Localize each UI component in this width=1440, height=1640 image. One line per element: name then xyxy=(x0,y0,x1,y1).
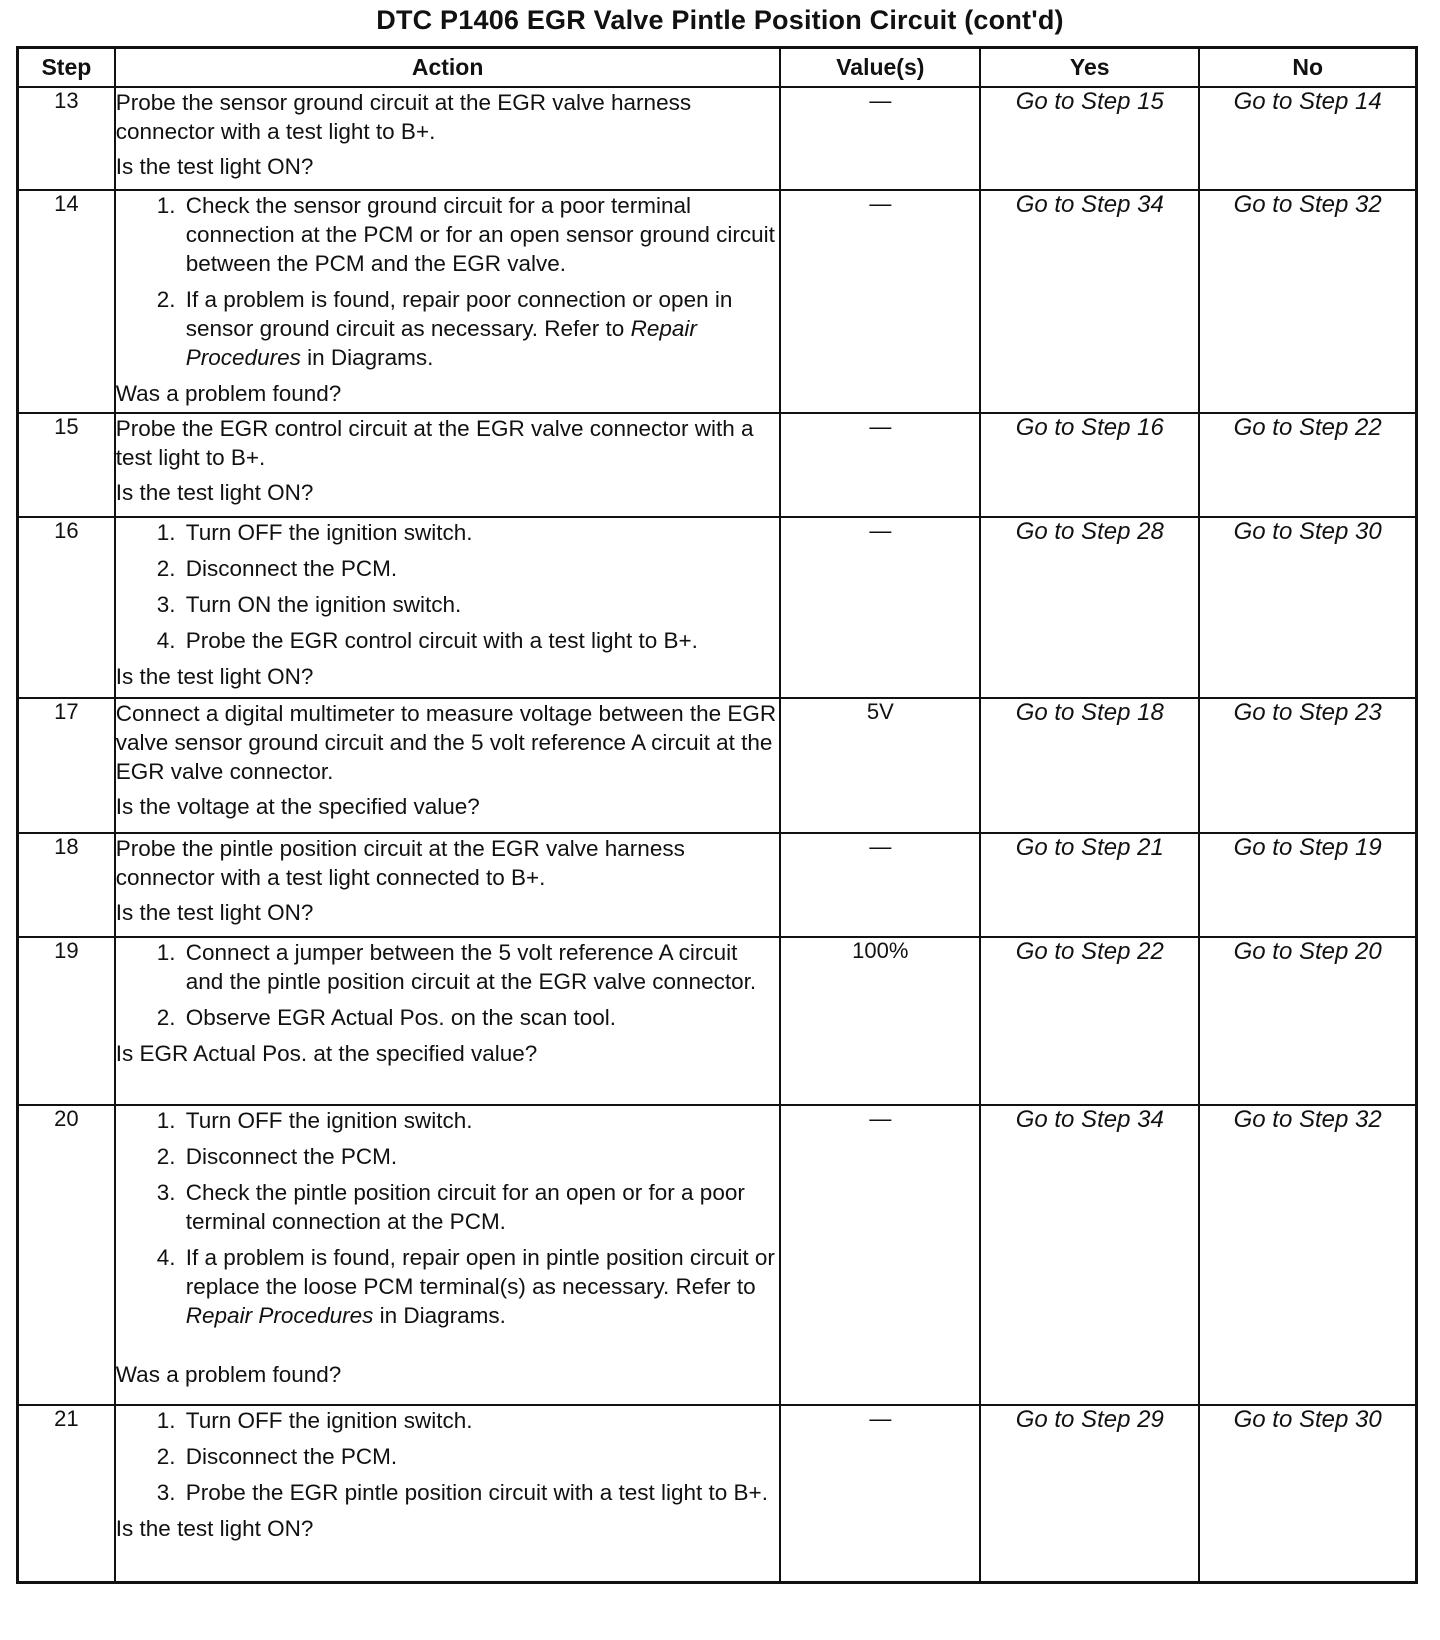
step-number: 14 xyxy=(18,190,115,413)
list-item-text: If a problem is found, repair open in pintle position circuit or replace the loose PCM terminal(s) as necessary. Refer to xyxy=(185,1245,775,1299)
no-cell: Go to Step 30 xyxy=(1199,517,1416,698)
yes-cell: Go to Step 16 xyxy=(980,413,1199,517)
no-cell: Go to Step 14 xyxy=(1199,87,1416,190)
no-cell: Go to Step 22 xyxy=(1199,413,1416,517)
list-item: 2. Disconnect the PCM. xyxy=(182,554,780,583)
list-item: 1. Connect a jumper between the 5 volt reference A circuit and the pintle position circuit at the EGR valve connector. xyxy=(182,938,780,996)
header-values: Value(s) xyxy=(780,48,980,88)
list-item: 4. Probe the EGR control circuit with a test light to B+. xyxy=(182,626,780,655)
step-number: 16 xyxy=(18,517,115,698)
list-item: 3. Turn ON the ignition switch. xyxy=(182,590,780,619)
action-cell xyxy=(115,517,781,698)
no-cell: Go to Step 19 xyxy=(1199,833,1416,937)
value-cell: — xyxy=(780,1405,980,1582)
action-list xyxy=(116,1106,780,1330)
yes-cell: Go to Step 29 xyxy=(980,1405,1199,1582)
action-question: Is the test light ON? xyxy=(115,480,314,505)
list-item: 3. Check the pintle position circuit for an open or for a poor terminal connection at the PCM. xyxy=(182,1178,780,1236)
action-cell xyxy=(115,87,781,190)
list-item: 1. Turn OFF the ignition switch. xyxy=(182,1106,780,1135)
action-cell xyxy=(115,1405,781,1582)
table-row xyxy=(18,190,1417,413)
table-row xyxy=(18,1105,1417,1405)
action-cell xyxy=(115,190,781,413)
header-step: Step xyxy=(18,48,115,88)
value-cell: — xyxy=(780,190,980,413)
no-cell: Go to Step 30 xyxy=(1199,1405,1416,1582)
table-row xyxy=(18,517,1417,698)
value-cell: — xyxy=(780,87,980,190)
step-number: 21 xyxy=(18,1405,115,1582)
table-row xyxy=(18,937,1417,1105)
list-item: 2. Observe EGR Actual Pos. on the scan tool. xyxy=(182,1003,780,1032)
step-number: 20 xyxy=(18,1105,115,1405)
action-question: Was a problem found? xyxy=(115,381,342,406)
action-cell xyxy=(115,413,781,517)
action-list xyxy=(116,1406,780,1507)
action-list xyxy=(116,191,780,372)
step-number: 15 xyxy=(18,413,115,517)
action-question: Is the test light ON? xyxy=(115,664,314,689)
value-cell: 100% xyxy=(780,937,980,1105)
action-text: Probe the sensor ground circuit at the EGR valve harness connector with a test light to B+. xyxy=(115,90,692,144)
no-cell: Go to Step 23 xyxy=(1199,698,1416,833)
action-cell xyxy=(115,833,781,937)
table-row xyxy=(18,833,1417,937)
action-question: Is EGR Actual Pos. at the specified value? xyxy=(115,1041,538,1066)
page-title: DTC P1406 EGR Valve Pintle Position Circuit (cont'd) xyxy=(376,5,1064,35)
action-text: Probe the pintle position circuit at the EGR valve harness connector with a test light connected to B+. xyxy=(115,836,685,890)
yes-cell: Go to Step 34 xyxy=(980,1105,1199,1405)
yes-cell: Go to Step 22 xyxy=(980,937,1199,1105)
yes-cell: Go to Step 28 xyxy=(980,517,1199,698)
action-text: Probe the EGR control circuit at the EGR valve connector with a test light to B+. xyxy=(115,416,754,470)
list-item: 2. Disconnect the PCM. xyxy=(182,1142,780,1171)
step-number: 19 xyxy=(18,937,115,1105)
list-item xyxy=(182,285,780,372)
table-row xyxy=(18,413,1417,517)
value-cell: — xyxy=(780,1105,980,1405)
action-cell xyxy=(115,937,781,1105)
action-question: Is the test light ON? xyxy=(115,154,314,179)
list-item: 2. Disconnect the PCM. xyxy=(182,1442,780,1471)
list-item xyxy=(182,1243,780,1330)
action-question: Is the test light ON? xyxy=(115,1516,314,1541)
list-item: 3. Probe the EGR pintle position circuit with a test light to B+. xyxy=(182,1478,780,1507)
list-item-text: in Diagrams. xyxy=(379,1303,506,1328)
step-number: 13 xyxy=(18,87,115,190)
header-no: No xyxy=(1199,48,1416,88)
action-question: Is the test light ON? xyxy=(115,900,314,925)
list-item: 1. Turn OFF the ignition switch. xyxy=(182,1406,780,1435)
yes-cell: Go to Step 34 xyxy=(980,190,1199,413)
value-cell: — xyxy=(780,413,980,517)
list-item-text: If a problem is found, repair poor connection or open in sensor ground circuit as necessary. Refer to xyxy=(185,287,733,341)
table-row xyxy=(18,698,1417,833)
table-row xyxy=(18,1405,1417,1582)
action-list xyxy=(116,938,780,1032)
no-cell: Go to Step 32 xyxy=(1199,190,1416,413)
value-cell: — xyxy=(780,833,980,937)
value-cell: 5V xyxy=(780,698,980,833)
table-header-row xyxy=(18,48,1417,88)
no-cell: Go to Step 20 xyxy=(1199,937,1416,1105)
no-cell: Go to Step 32 xyxy=(1199,1105,1416,1405)
step-number: 17 xyxy=(18,698,115,833)
action-question: Was a problem found? xyxy=(115,1362,342,1387)
header-action: Action xyxy=(115,48,781,88)
table-row xyxy=(18,87,1417,190)
list-item-text: in Diagrams. xyxy=(307,345,434,370)
action-cell xyxy=(115,698,781,833)
list-item: 1. Check the sensor ground circuit for a poor terminal connection at the PCM or for an open sensor ground circuit between the PCM and the EGR valve. xyxy=(182,191,780,278)
reference-link-text: Repair Procedures xyxy=(185,316,697,370)
action-list xyxy=(116,518,780,655)
yes-cell: Go to Step 15 xyxy=(980,87,1199,190)
action-question: Is the voltage at the specified value? xyxy=(115,794,480,819)
action-text: Connect a digital multimeter to measure voltage between the EGR valve sensor ground circuit and the 5 volt reference A circuit at the EGR valve connector. xyxy=(115,701,777,784)
diagnostic-steps-table xyxy=(16,46,1418,1584)
action-cell xyxy=(115,1105,781,1405)
value-cell: — xyxy=(780,517,980,698)
reference-link-text: Repair Procedures xyxy=(185,1303,374,1328)
yes-cell: Go to Step 18 xyxy=(980,698,1199,833)
list-item: 1. Turn OFF the ignition switch. xyxy=(182,518,780,547)
header-yes: Yes xyxy=(980,48,1199,88)
step-number: 18 xyxy=(18,833,115,937)
yes-cell: Go to Step 21 xyxy=(980,833,1199,937)
